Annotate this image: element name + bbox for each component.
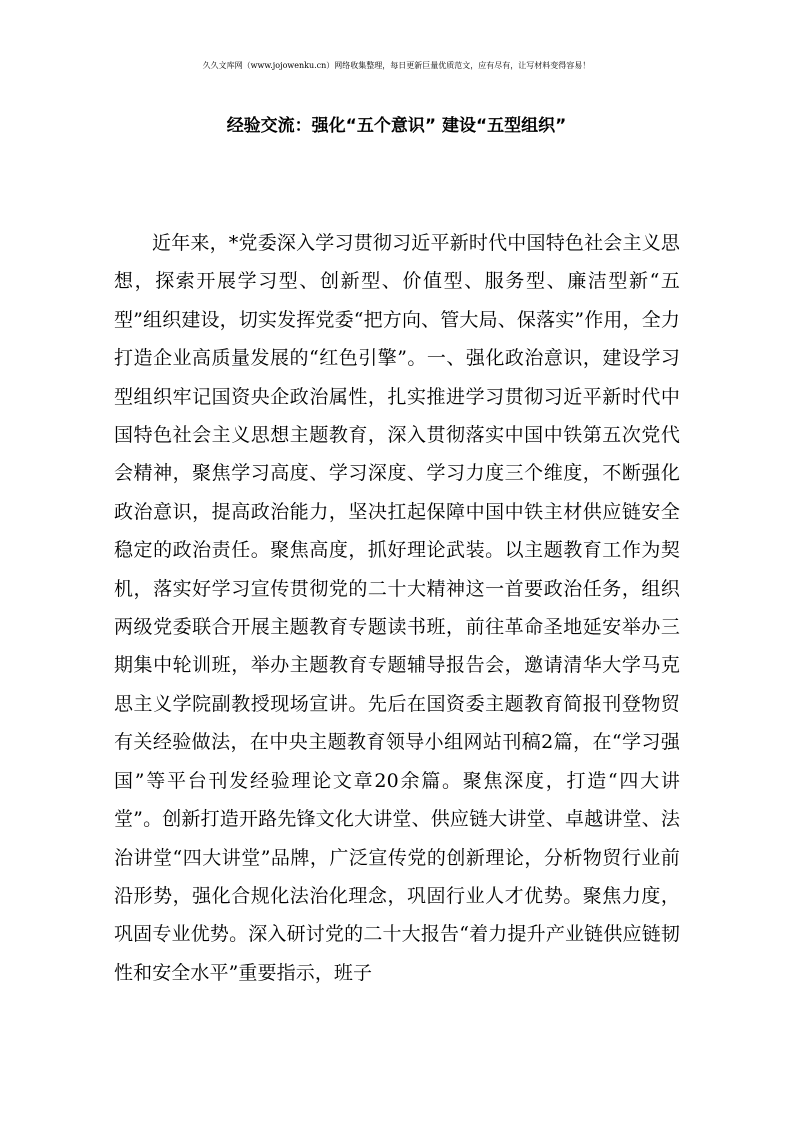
document-title: 经验交流：强化“五个意识” 建设“五型组织” <box>226 116 567 137</box>
header-banner: 久久文库网（www.jojowenku.cn）网络收集整理，每日更新巨量优质范文，应有尽有，让写材料变得容易！ <box>202 61 591 70</box>
document-body-paragraph: 近年来，*党委深入学习贯彻习近平新时代中国特色社会主义思想，探索开展学习型、创新型、价值型、服务型、廉洁型新“五型”组织建设，切实发挥党委“把方向、管大局、保落实”作用，全力打造企业高质量发展的“红色引擎”。一、强化政治意识，建设学习型组织牢记国资央企政治属性，扎实推进学习贯彻习近平新时代中国特色社会主义思想主题教育，深入贯彻落实中国中铁第五次党代会精神，聚焦学习高度、学习深度、学习力度三个维度，不断强化政治意识，提高政治能力，坚决扛起保障中国中铁主材供应链安全稳定的政治责任。聚焦高度，抓好理论武装。以主题教育工作为契机，落实好学习宣传贯彻党的二十大精神这一首要政治任务，组织两级党委联合开展主题教育专题读书班，前往革命圣地延安举办三期集中轮训班，举办主题教育专题辅导报告会，邀请清华大学马克思主义学院副教授现场宣讲。先后在国资委主题教育简报刊登物贸有关经验做法，在中央主题教育领导小组网站刊稿2篇，在“学习强国”等平台刊发经验理论文章20余篇。聚焦深度，打造“四大讲堂”。创新打造开路先锋文化大讲堂、供应链大讲堂、卓越讲堂、法治讲堂“四大讲堂”品牌，广泛宣传党的创新理论，分析物贸行业前沿形势，强化合规化法治化理念，巩固行业人才优势。聚焦力度，巩固专业优势。深入研讨党的二十大报告“着力提升产业链供应链韧性和安全水平”重要指示，班子 <box>114 232 680 984</box>
